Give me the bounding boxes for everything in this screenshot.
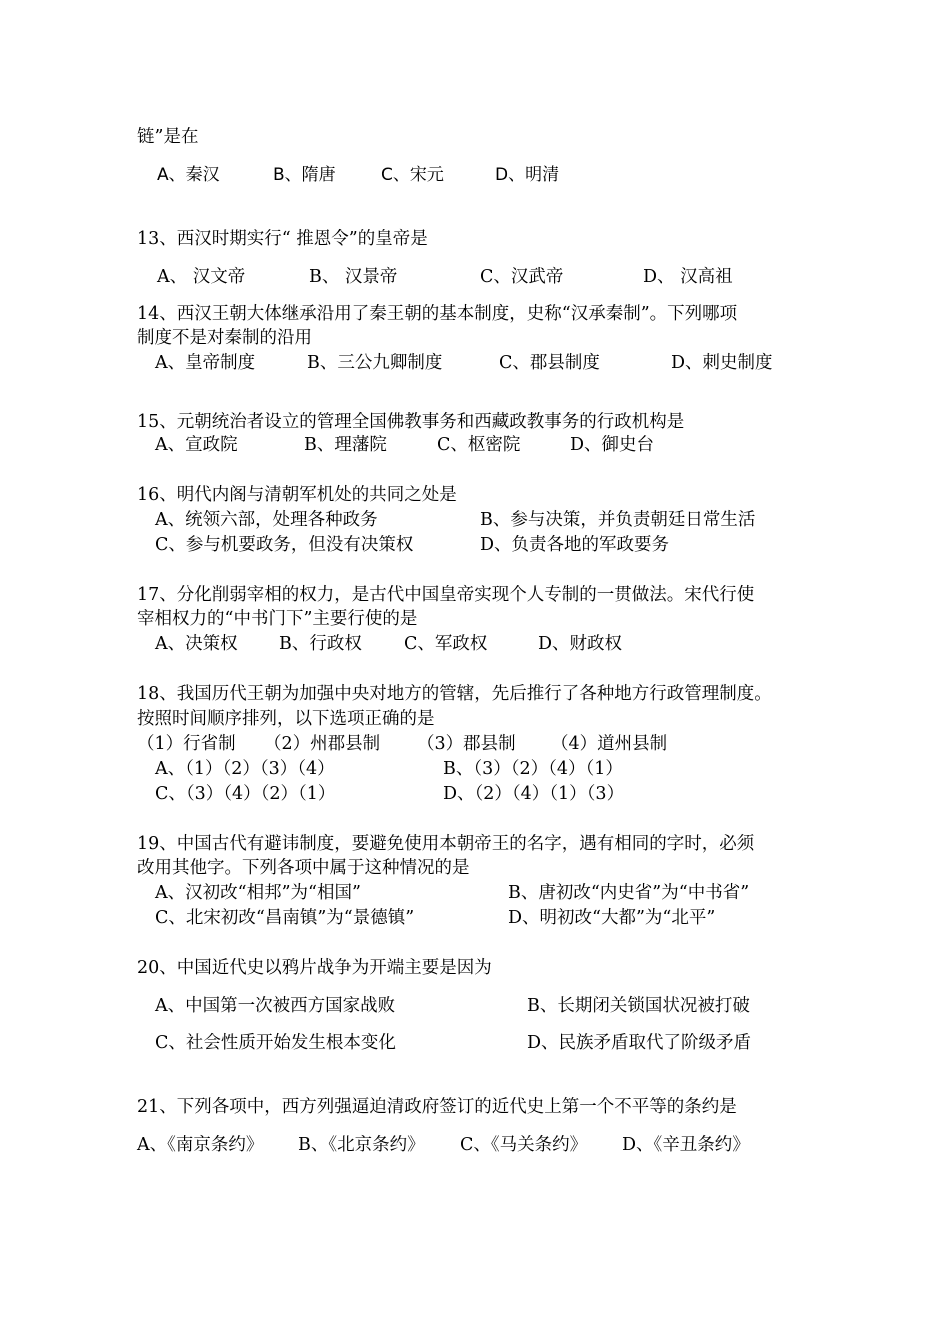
q21-option-b: B、《北京条约》: [298, 1135, 425, 1155]
q13-stem: 13、西汉时期实行“ 推恩令”的皇帝是: [137, 229, 428, 249]
q21-option-d: D、《辛丑条约》: [622, 1135, 750, 1155]
q15-option-c: C、枢密院: [437, 435, 521, 455]
q18-item-2: （2）州郡县制: [264, 734, 381, 754]
q14-stem-line1: 14、西汉王朝大体继承沿用了秦王朝的基本制度，史称“汉承秦制”。下列哪项: [137, 304, 738, 324]
q18-stem-line1: 18、我国历代王朝为加强中央对地方的管辖，先后推行了各种地方行政管理制度。: [137, 684, 772, 704]
q19-stem-line2: 改用其他字。下列各项中属于这种情况的是: [137, 858, 470, 878]
q17-stem-line1: 17、分化削弱宰相的权力，是古代中国皇帝实现个人专制的一贯做法。宋代行使: [137, 585, 755, 605]
q13-option-d: D、 汉高祖: [643, 267, 733, 287]
q18-item-1: （1）行省制: [137, 734, 236, 754]
q14-option-b: B、三公九卿制度: [307, 353, 443, 373]
q19-stem-line1: 19、中国古代有避讳制度，要避免使用本朝帝王的名字，遇有相同的字时，必须: [137, 834, 755, 854]
q16-option-c: C、参与机要政务，但没有决策权: [155, 535, 414, 555]
q12-option-d: D、明清: [495, 165, 560, 185]
q17-option-d: D、财政权: [538, 634, 623, 654]
q12-option-b: B、隋唐: [273, 165, 336, 185]
q18-item-3: （3）郡县制: [417, 734, 516, 754]
q21-stem: 21、下列各项中，西方列强逼迫清政府签订的近代史上第一个不平等的条约是: [137, 1097, 737, 1117]
q20-stem: 20、中国近代史以鸦片战争为开端主要是因为: [137, 958, 492, 978]
q18-option-d: D、（2）（4）（1）（3）: [443, 784, 625, 804]
q20-option-b: B、长期闭关锁国状况被打破: [527, 996, 750, 1016]
q14-option-a: A、皇帝制度: [155, 353, 256, 373]
q19-option-a: A、汉初改“相邦”为“相国”: [155, 883, 361, 903]
q13-option-c: C、汉武帝: [480, 267, 564, 287]
q19-option-d: D、明初改“大都”为“北平”: [508, 908, 716, 928]
q15-option-a: A、宣政院: [155, 435, 238, 455]
q14-option-d: D、刺史制度: [671, 353, 773, 373]
q15-stem: 15、元朝统治者设立的管理全国佛教事务和西藏政教事务的行政机构是: [137, 412, 685, 432]
q19-option-b: B、唐初改“内史省”为“中书省”: [508, 883, 750, 903]
q13-option-b: B、 汉景帝: [309, 267, 398, 287]
q18-option-c: C、（3）（4）（2）（1）: [155, 784, 336, 804]
q18-item-4: （4）道州县制: [551, 734, 668, 754]
q18-stem-line2: 按照时间顺序排列，以下选项正确的是: [137, 709, 435, 729]
q21-option-c: C、《马关条约》: [460, 1135, 588, 1155]
q13-option-a: A、 汉文帝: [157, 267, 246, 287]
q17-option-a: A、决策权: [155, 634, 238, 654]
q12-option-a: A、秦汉: [157, 165, 220, 185]
q14-option-c: C、郡县制度: [499, 353, 600, 373]
q15-option-d: D、御史台: [570, 435, 655, 455]
q18-option-b: B、（3）（2）（4）（1）: [443, 759, 623, 779]
q15-option-b: B、理藩院: [304, 435, 387, 455]
q20-option-c: C、社会性质开始发生根本变化: [155, 1033, 396, 1053]
q16-option-b: B、参与决策，并负责朝廷日常生活: [480, 510, 756, 530]
q19-option-c: C、北宋初改“昌南镇”为“景德镇”: [155, 908, 415, 928]
q17-stem-line2: 宰相权力的“中书门下”主要行使的是: [137, 609, 418, 629]
q20-option-d: D、民族矛盾取代了阶级矛盾: [527, 1033, 752, 1053]
q20-option-a: A、中国第一次被西方国家战败: [155, 996, 396, 1016]
q16-option-d: D、负责各地的军政要务: [480, 535, 670, 555]
q21-option-a: A、《南京条约》: [137, 1135, 264, 1155]
q17-option-c: C、军政权: [404, 634, 488, 654]
q14-stem-line2: 制度不是对秦制的沿用: [137, 328, 312, 348]
q17-option-b: B、行政权: [279, 634, 362, 654]
q16-stem: 16、明代内阁与清朝军机处的共同之处是: [137, 485, 457, 505]
q12-option-c: C、宋元: [381, 165, 444, 185]
q12-stem-tail: 链”是在: [137, 127, 199, 147]
q18-option-a: A、（1）（2）（3）（4）: [155, 759, 335, 779]
q16-option-a: A、统领六部，处理各种政务: [155, 510, 378, 530]
